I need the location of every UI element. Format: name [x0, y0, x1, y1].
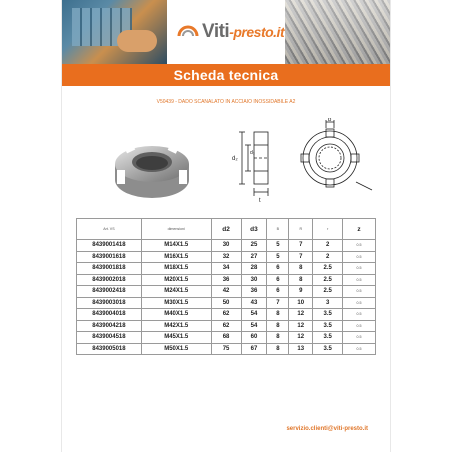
- label-b: b: [328, 118, 332, 123]
- hand-shape: [117, 30, 157, 52]
- cell-z: 0.5: [343, 263, 376, 275]
- cell-d3: 28: [241, 263, 267, 275]
- cell-dimension: M24X1.5: [141, 286, 211, 298]
- table-row: [77, 332, 376, 344]
- datasheet-page: [62, 0, 390, 452]
- cell-r: 3.5: [313, 332, 343, 344]
- cell-t: 12: [289, 332, 313, 344]
- cell-code: 8439002418: [77, 286, 142, 298]
- header-dimension: dimensioni: [141, 219, 211, 240]
- cell-dimension: M20X1.5: [141, 274, 211, 286]
- cell-dimension: M42X1.5: [141, 320, 211, 332]
- cell-dimension: M30X1.5: [141, 297, 211, 309]
- banner-title: Scheda tecnica: [173, 67, 279, 83]
- table-row: [77, 286, 376, 298]
- cell-t: 7: [289, 251, 313, 263]
- grooved-nut-icon: [107, 130, 197, 208]
- cell-b: 6: [267, 274, 289, 286]
- cell-b: 8: [267, 320, 289, 332]
- label-d2: d₂: [232, 156, 238, 162]
- header-r: r: [313, 219, 343, 240]
- cell-r: 3.5: [313, 309, 343, 321]
- cell-r: 2: [313, 240, 343, 252]
- cell-d2: 42: [211, 286, 241, 298]
- arc-logo-icon: [177, 20, 199, 42]
- cell-code: 8439004518: [77, 332, 142, 344]
- cell-dimension: M18X1.5: [141, 263, 211, 275]
- cell-b: 6: [267, 286, 289, 298]
- cell-d3: 54: [241, 309, 267, 321]
- header-z: z: [343, 219, 376, 240]
- cell-z: 0.5: [343, 332, 376, 344]
- cell-z: 0.5: [343, 286, 376, 298]
- cell-t: 10: [289, 297, 313, 309]
- header-d3: d3: [241, 219, 267, 240]
- cell-code: 8439005018: [77, 343, 142, 355]
- technical-drawing-icon: [212, 118, 382, 204]
- header: [62, 0, 390, 64]
- cell-d3: 36: [241, 286, 267, 298]
- logo-text: [202, 21, 284, 43]
- header-t: R: [289, 219, 313, 240]
- cell-code: 8439001418: [77, 240, 142, 252]
- cell-d2: 75: [211, 343, 241, 355]
- cell-d3: 25: [241, 240, 267, 252]
- cell-dimension: M16X1.5: [141, 251, 211, 263]
- cell-d2: 62: [211, 309, 241, 321]
- spec-table: [76, 218, 376, 355]
- cell-dimension: M50X1.5: [141, 343, 211, 355]
- cell-b: 8: [267, 309, 289, 321]
- cell-d2: 32: [211, 251, 241, 263]
- cell-code: 8439003018: [77, 297, 142, 309]
- table-header-row: [77, 219, 376, 240]
- logo: [167, 0, 285, 64]
- screws-glint: [285, 0, 390, 64]
- cell-d3: 43: [241, 297, 267, 309]
- cell-code: 8439004018: [77, 309, 142, 321]
- cell-d3: 60: [241, 332, 267, 344]
- cell-d3: 30: [241, 274, 267, 286]
- cell-b: 6: [267, 263, 289, 275]
- table-row: [77, 320, 376, 332]
- cell-d2: 62: [211, 320, 241, 332]
- cell-d3: 54: [241, 320, 267, 332]
- cell-code: 8439004218: [77, 320, 142, 332]
- cell-t: 12: [289, 320, 313, 332]
- cell-z: 0.5: [343, 274, 376, 286]
- cell-d2: 36: [211, 274, 241, 286]
- cell-r: 3.5: [313, 320, 343, 332]
- cell-z: 0.5: [343, 240, 376, 252]
- cell-d3: 27: [241, 251, 267, 263]
- title-banner: [62, 64, 390, 86]
- cell-b: 5: [267, 240, 289, 252]
- logo-suffix: -presto.it: [229, 24, 285, 40]
- table-row: [77, 309, 376, 321]
- cell-code: 8439001618: [77, 251, 142, 263]
- header-photo-left: [62, 0, 167, 64]
- cell-dimension: M14X1.5: [141, 240, 211, 252]
- table-row: [77, 263, 376, 275]
- header-d2: d2: [211, 219, 241, 240]
- cell-b: 7: [267, 297, 289, 309]
- cell-code: 8439001818: [77, 263, 142, 275]
- label-t: t: [259, 198, 261, 204]
- table-row: [77, 274, 376, 286]
- cell-d2: 68: [211, 332, 241, 344]
- cell-b: 5: [267, 251, 289, 263]
- table-row: [77, 251, 376, 263]
- header-b: B: [267, 219, 289, 240]
- cell-t: 8: [289, 263, 313, 275]
- cell-r: 2.5: [313, 263, 343, 275]
- cell-t: 9: [289, 286, 313, 298]
- cell-b: 8: [267, 343, 289, 355]
- cell-z: 0.5: [343, 251, 376, 263]
- cell-t: 8: [289, 274, 313, 286]
- cell-b: 8: [267, 332, 289, 344]
- cell-r: 3.5: [313, 343, 343, 355]
- cell-dimension: M40X1.5: [141, 309, 211, 321]
- product-subtitle: V50439 - DADO SCANALATO IN ACCIAIO INOSSIDABILE A2: [156, 99, 296, 105]
- label-d3: d₃: [250, 150, 255, 156]
- cell-t: 12: [289, 309, 313, 321]
- cell-code: 8439002018: [77, 274, 142, 286]
- cell-t: 13: [289, 343, 313, 355]
- cell-d2: 50: [211, 297, 241, 309]
- cell-z: 0.5: [343, 297, 376, 309]
- cell-z: 0.5: [343, 309, 376, 321]
- cell-r: 2.5: [313, 274, 343, 286]
- table-row: [77, 240, 376, 252]
- table-row: [77, 343, 376, 355]
- cell-r: 3: [313, 297, 343, 309]
- cell-z: 0.5: [343, 343, 376, 355]
- cell-dimension: M45X1.5: [141, 332, 211, 344]
- cell-d3: 67: [241, 343, 267, 355]
- cell-r: 2.5: [313, 286, 343, 298]
- footer-email: servizio.clienti@viti-presto.it: [286, 426, 368, 432]
- header-photo-right: [285, 0, 390, 64]
- cell-d2: 34: [211, 263, 241, 275]
- logo-brand: Viti: [202, 21, 230, 42]
- header-code: Art. VS: [77, 219, 142, 240]
- cell-z: 0.5: [343, 320, 376, 332]
- cell-t: 7: [289, 240, 313, 252]
- table-row: [77, 297, 376, 309]
- cell-d2: 30: [211, 240, 241, 252]
- cell-r: 2: [313, 251, 343, 263]
